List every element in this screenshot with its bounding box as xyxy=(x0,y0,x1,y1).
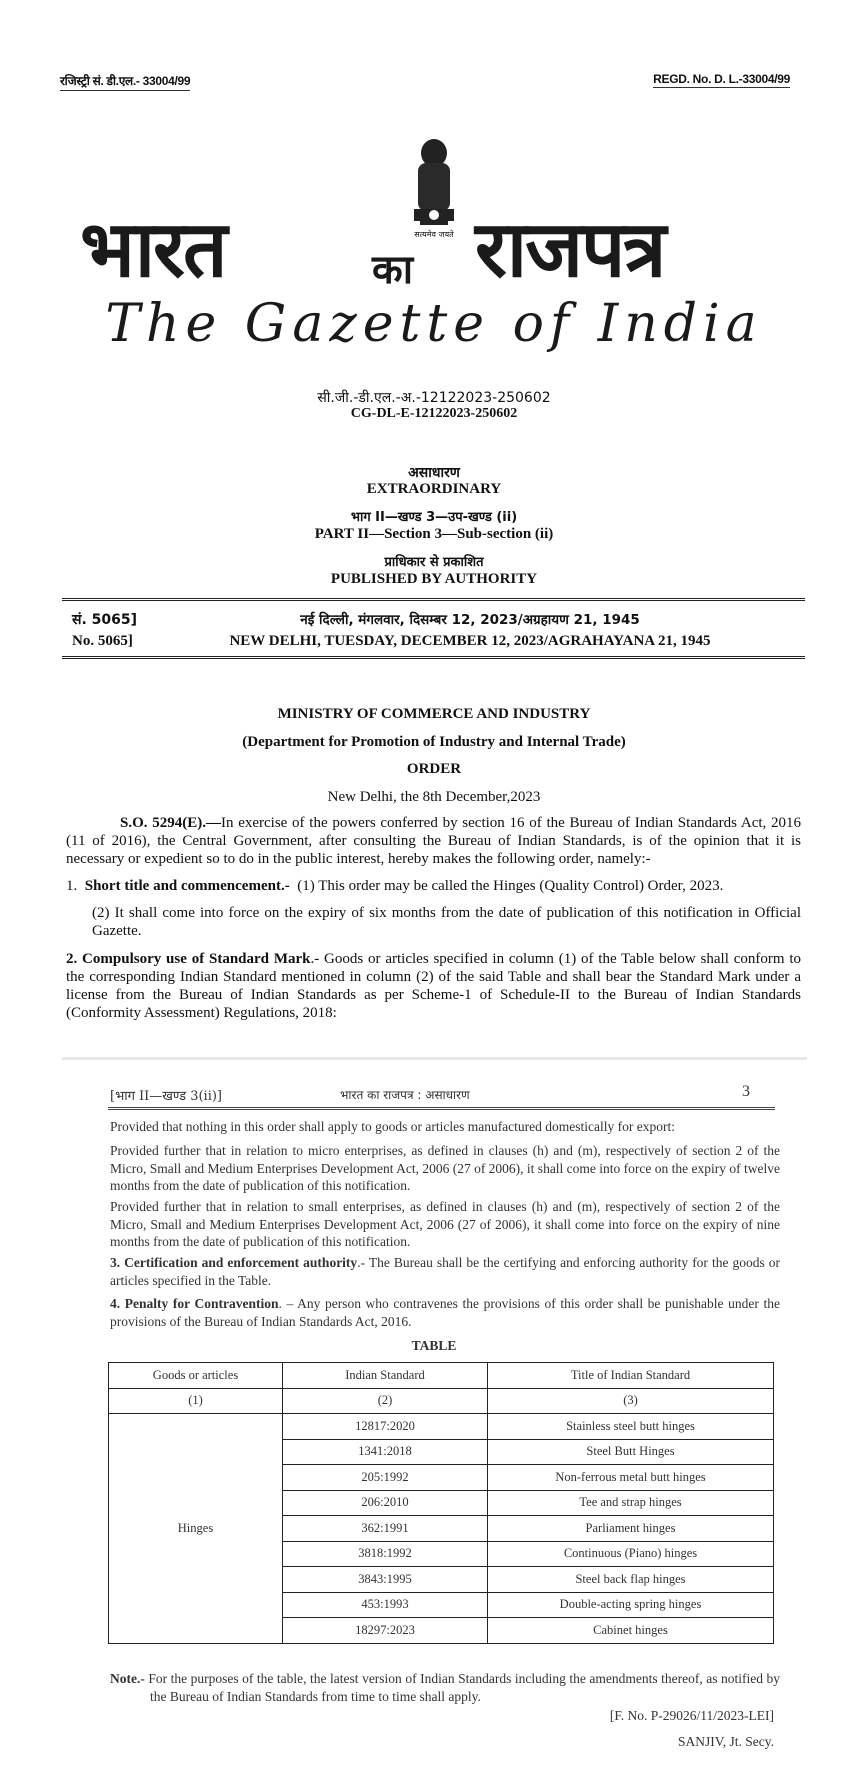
running-header-rule xyxy=(108,1107,775,1111)
clause-1-sub-2: (2) It shall come into force on the expiry of six months from the date of publication of this notification in Official Gazette. xyxy=(92,905,801,939)
title-cell: Cabinet hinges xyxy=(488,1618,774,1644)
clause-3-title: 3. Certification and enforcement authority xyxy=(110,1255,358,1270)
clause-1-number: 1. xyxy=(66,878,78,894)
authority-english: PUBLISHED BY AUTHORITY xyxy=(330,571,538,587)
standard-cell: 206:2010 xyxy=(283,1490,488,1516)
registration-hindi: रजिस्ट्री सं. डी.एल.- 33004/99 xyxy=(60,72,190,91)
issue-number-hindi: सं. 5065] xyxy=(72,612,138,628)
clause-3-text: .- The Bureau shall be the certifying and enforcing authority for the goods or articles specified in the Table. xyxy=(110,1255,780,1288)
running-header-title: भारत का राजपत्र : असाधारण xyxy=(340,1088,470,1102)
note-text: For the purposes of the table, the latest version of Indian Standards including the amendments thereof, as notified by the Bureau of Indian Standards from time to time shall apply. xyxy=(148,1671,780,1704)
colnum-1: (1) xyxy=(109,1388,283,1414)
registration-english: REGD. No. D. L.-33004/99 xyxy=(653,72,790,86)
code-hindi: सी.जी.-डी.एल.-अ.-12122023-250602 xyxy=(317,390,551,406)
clause-4-text: . – Any person who contravenes the provisions of this order shall be punishable under the provisions of the Bureau of Indian Standards Act, 2016. xyxy=(110,1296,780,1329)
masthead-english: The Gazette of India xyxy=(105,294,763,354)
ministry-heading: MINISTRY OF COMMERCE AND INDUSTRY xyxy=(277,706,591,722)
part-hindi: भाग II—खण्ड 3—उप-खण्ड (ii) xyxy=(350,510,518,525)
code-english: CG-DL-E-12122023-250602 xyxy=(350,406,518,421)
masthead-hindi-bharat: भारत xyxy=(80,205,226,295)
national-emblem-icon xyxy=(404,135,464,245)
signatory: SANJIV, Jt. Secy. xyxy=(677,1734,774,1749)
standard-cell: 362:1991 xyxy=(283,1516,488,1542)
note-label: Note.- xyxy=(110,1671,145,1686)
colnum-2: (2) xyxy=(283,1388,488,1414)
masthead-hindi-ka: का xyxy=(372,247,414,293)
standard-cell: 205:1992 xyxy=(283,1465,488,1491)
title-cell: Steel Butt Hinges xyxy=(488,1439,774,1465)
issue-date-english: NEW DELHI, TUESDAY, DECEMBER 12, 2023/AGRAHAYANA 21, 1945 xyxy=(229,633,711,649)
page-separator xyxy=(62,1057,807,1060)
standard-cell: 453:1993 xyxy=(283,1592,488,1618)
issue-number-english: No. 5065] xyxy=(72,633,133,649)
title-cell: Tee and strap hinges xyxy=(488,1490,774,1516)
standard-cell: 3818:1992 xyxy=(283,1541,488,1567)
department-heading: (Department for Promotion of Industry and Internal Trade) xyxy=(242,734,626,750)
extraordinary-english: EXTRAORDINARY xyxy=(366,481,502,497)
clause-4 xyxy=(110,1295,780,1330)
preamble-text: In exercise of the powers conferred by section 16 of the Bureau of Indian Standards Act, 2016 (11 of 2016), the Central Government, after consulting the Bureau of Indian Standards, is of the opinion that it is necessary or expedient so to do in the public interest, hereby makes the following order, namely:- xyxy=(66,815,801,867)
proviso-1: Provided that nothing in this order shall apply to goods or articles manufactured domestically for export: xyxy=(110,1119,675,1134)
part-english: PART II—Section 3—Sub-section (ii) xyxy=(314,526,554,542)
standard-cell: 12817:2020 xyxy=(283,1414,488,1440)
table-header-row xyxy=(109,1363,774,1389)
clause-4-title: 4. Penalty for Contravention xyxy=(110,1296,279,1311)
table-note xyxy=(110,1670,780,1705)
extraordinary-hindi: असाधारण xyxy=(408,465,460,481)
standard-cell: 1341:2018 xyxy=(283,1439,488,1465)
standards-table xyxy=(108,1362,774,1644)
emblem-motto: सत्यमेव जयते xyxy=(414,230,454,239)
header-goods: Goods or articles xyxy=(109,1363,283,1389)
title-cell: Continuous (Piano) hinges xyxy=(488,1541,774,1567)
clause-1-title: Short title and commencement.- xyxy=(84,878,290,894)
masthead-hindi-rajpatra: राजपत्र xyxy=(475,205,665,295)
clause-2-title: 2. Compulsory use of Standard Mark xyxy=(66,951,311,967)
clause-2 xyxy=(66,950,801,1022)
title-cell: Double-acting spring hinges xyxy=(488,1592,774,1618)
title-cell: Parliament hinges xyxy=(488,1516,774,1542)
issue-date-hindi: नई दिल्ली, मंगलवार, दिसम्बर 12, 2023/अग्रहायण 21, 1945 xyxy=(300,612,640,628)
colnum-3: (3) xyxy=(488,1388,774,1414)
issue-bottom-rule xyxy=(62,656,805,660)
table-row xyxy=(109,1414,774,1440)
order-heading: ORDER xyxy=(406,761,462,777)
standard-cell: 3843:1995 xyxy=(283,1567,488,1593)
header-title: Title of Indian Standard xyxy=(488,1363,774,1389)
clause-2-text: .- Goods or articles specified in column (1) of the Table below shall conform to the corresponding Indian Standard mentioned in column (2) of the said Table and shall bear the Standard Mark under a license from the Bureau of Indian Standards as per Scheme-1 of Schedule-II to the Bureau of Indian Standards (Conformity Assessment) Regulations, 2018: xyxy=(66,951,801,1021)
preamble-paragraph xyxy=(66,814,801,868)
goods-cell: Hinges xyxy=(109,1414,283,1644)
table-title: TABLE xyxy=(411,1338,457,1353)
proviso-2: Provided further that in relation to micro enterprises, as defined in clauses (h) and (m), respectively of section 2 of the Micro, Small and Medium Enterprises Development Act, 2006 (27 of 2006), it shall come into force on the expiry of twelve months from the date of publication of this notification. xyxy=(110,1143,780,1193)
so-number: S.O. 5294(E).— xyxy=(120,815,221,831)
standard-cell: 18297:2023 xyxy=(283,1618,488,1644)
authority-hindi: प्राधिकार से प्रकाशित xyxy=(384,555,484,570)
page-number: 3 xyxy=(742,1083,750,1100)
issue-top-rule xyxy=(62,598,805,602)
title-cell: Non-ferrous metal butt hinges xyxy=(488,1465,774,1491)
file-number: [F. No. P-29026/11/2023-LEI] xyxy=(609,1708,774,1723)
clause-1 xyxy=(66,877,801,895)
order-place-date: New Delhi, the 8th December,2023 xyxy=(327,789,541,805)
header-standard: Indian Standard xyxy=(283,1363,488,1389)
proviso-3: Provided further that in relation to small enterprises, as defined in clauses (h) and (m), respectively of section 2 of the Micro, Small and Medium Enterprises Development Act, 2006 (27 of 2006), it shall come into force on the expiry of nine months from the date of publication of this notification. xyxy=(110,1199,780,1249)
running-header-left: [भाग II—खण्ड 3(ii)] xyxy=(110,1089,222,1104)
title-cell: Stainless steel butt hinges xyxy=(488,1414,774,1440)
table-colnum-row xyxy=(109,1388,774,1414)
clause-3 xyxy=(110,1254,780,1289)
clause-1-text: (1) This order may be called the Hinges (Quality Control) Order, 2023. xyxy=(297,878,724,894)
title-cell: Steel back flap hinges xyxy=(488,1567,774,1593)
